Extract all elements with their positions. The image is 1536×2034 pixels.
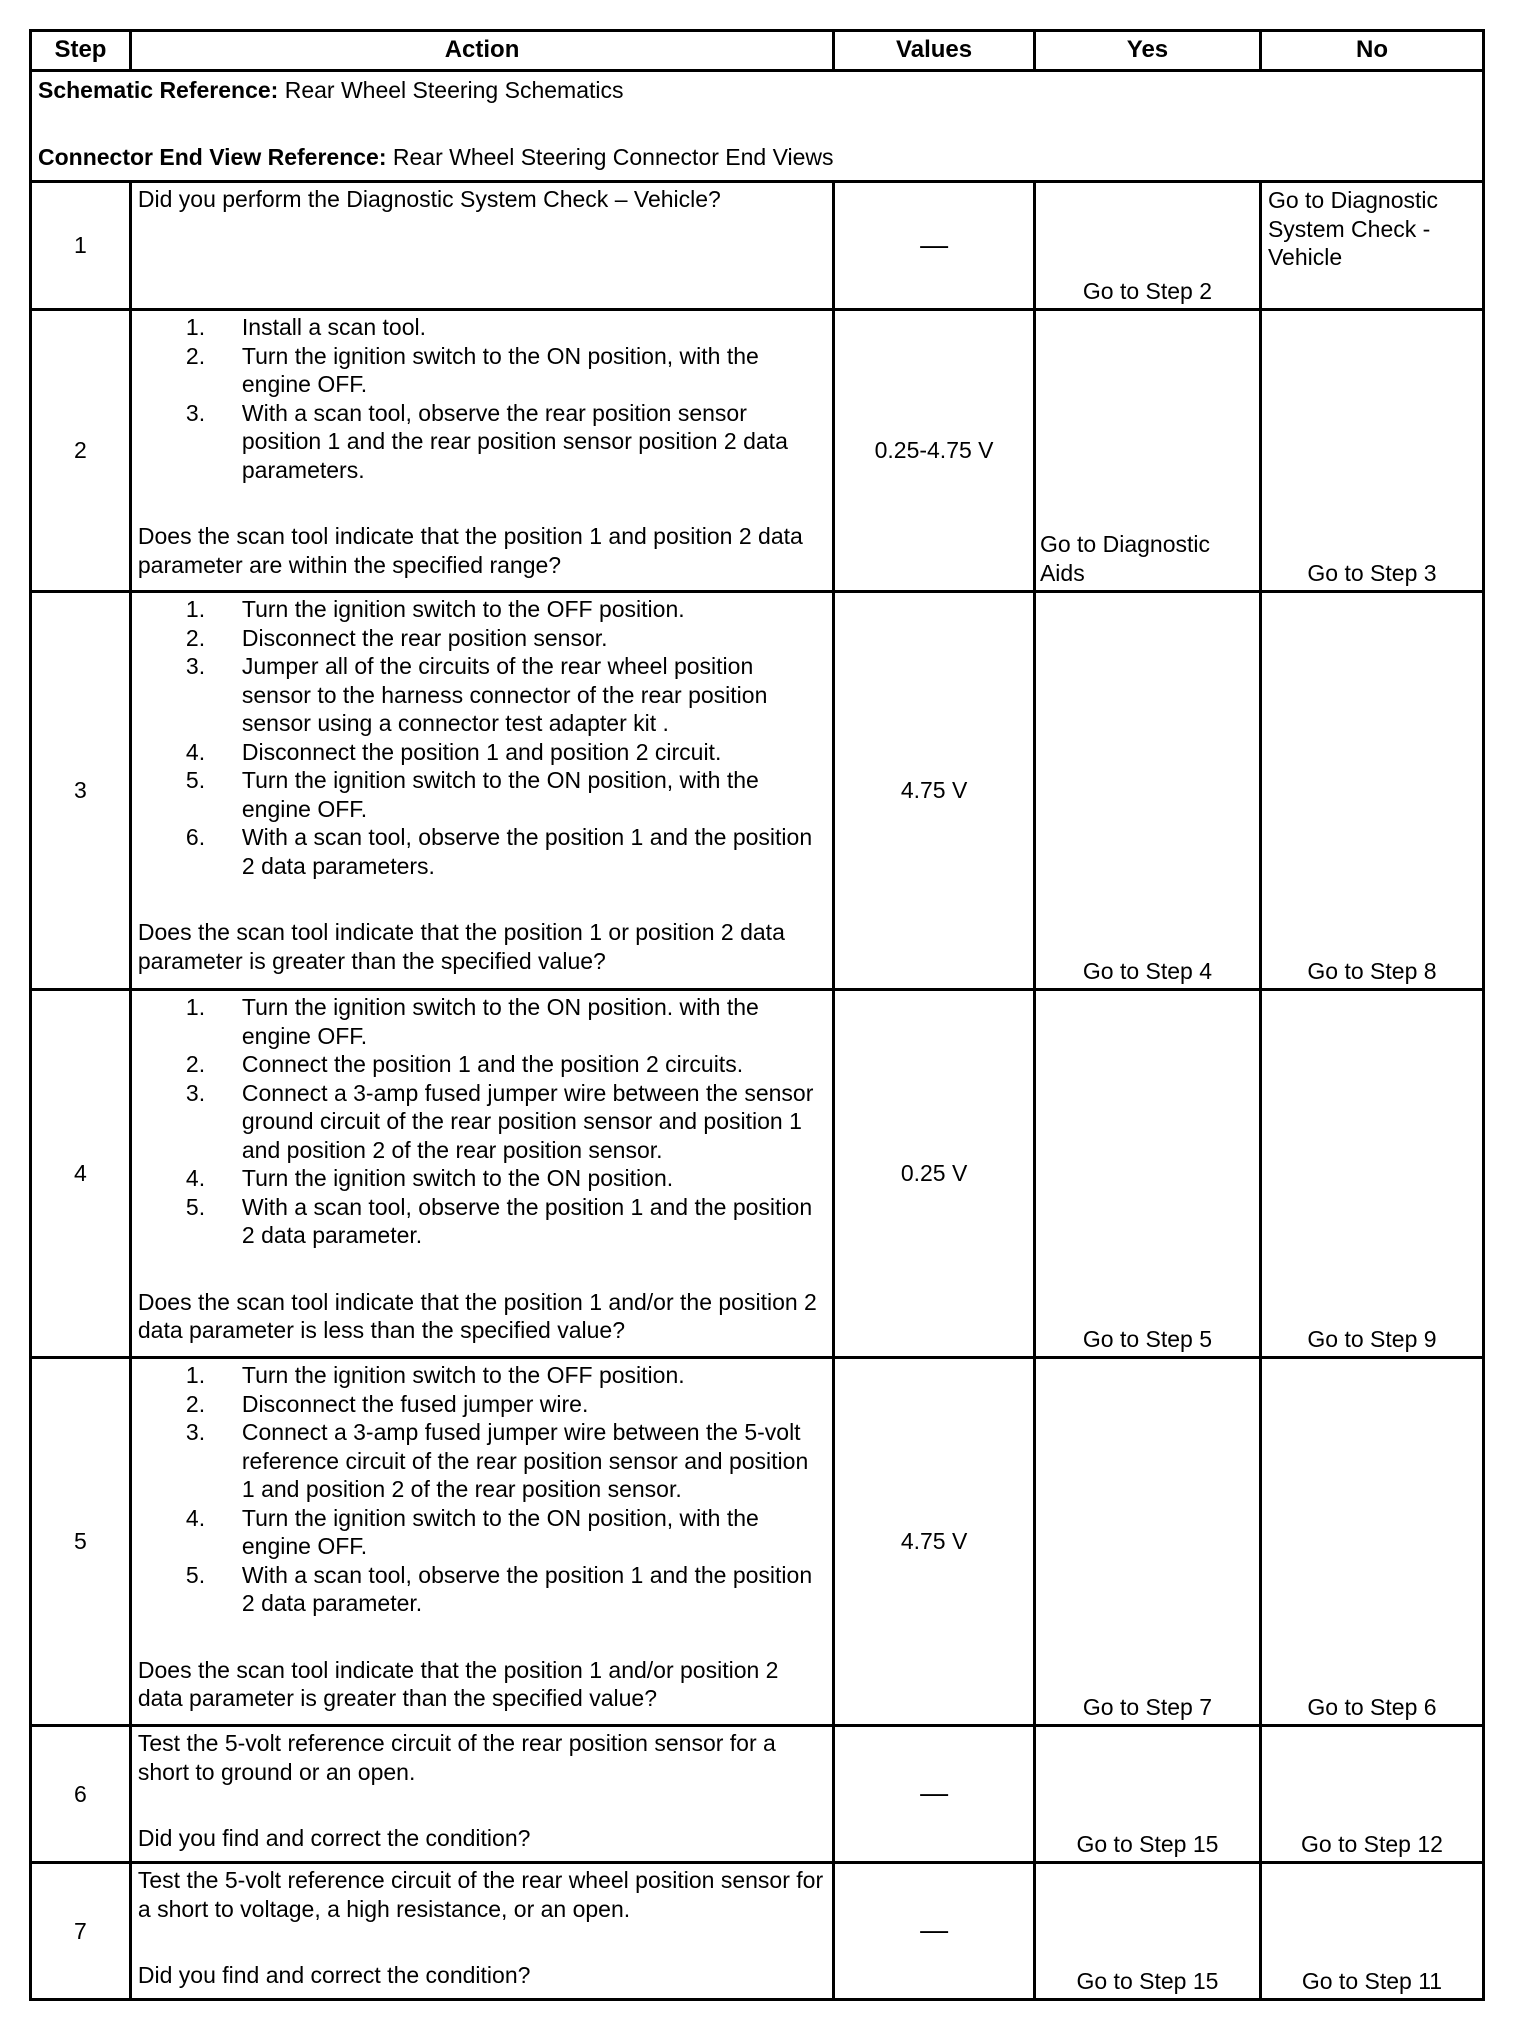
header-step: Step bbox=[31, 31, 131, 71]
step-text: Test the 5-volt reference circuit of the rear wheel position sensor for a short to voltage, a high resistance, or an open. bbox=[137, 1867, 824, 1922]
step-number: 5 bbox=[31, 1358, 131, 1726]
instruction-item: Disconnect the rear position sensor. bbox=[241, 624, 608, 651]
step-instructions bbox=[138, 993, 826, 1250]
step-instructions bbox=[138, 595, 826, 880]
step-value: 4.75 V bbox=[834, 592, 1035, 990]
reference-row bbox=[31, 71, 1484, 182]
instruction-item: Disconnect the fused jumper wire. bbox=[241, 1390, 589, 1417]
step-no: Go to Diagnostic System Check - Vehicle bbox=[1260, 182, 1483, 310]
step-yes: Go to Step 5 bbox=[1034, 990, 1260, 1358]
instruction-item: Connect a 3-amp fused jumper wire between the 5-volt reference circuit of the rear position sensor and position 1 and position 2 of the rear position sensor. bbox=[241, 1419, 809, 1502]
step-row-7 bbox=[31, 1863, 1484, 2000]
step-yes: Go to Step 7 bbox=[1034, 1358, 1260, 1726]
step-instructions bbox=[138, 313, 826, 484]
step-no: Go to Step 6 bbox=[1260, 1358, 1483, 1726]
instruction-item: Turn the ignition switch to the OFF position. bbox=[241, 1362, 685, 1388]
step-question: Does the scan tool indicate that the position 1 and position 2 data parameter are within the specified range? bbox=[137, 523, 803, 578]
step-question: Did you find and correct the condition? bbox=[137, 1825, 531, 1851]
instruction-item: Jumper all of the circuits of the rear wheel position sensor to the harness connector of the rear position sensor using a connector test adapter kit . bbox=[241, 653, 768, 736]
step-action bbox=[130, 182, 833, 310]
step-question: Did you find and correct the condition? bbox=[137, 1962, 531, 1988]
step-value: — bbox=[834, 1726, 1035, 1863]
step-action bbox=[130, 592, 833, 990]
step-yes: Go to Diagnostic Aids bbox=[1034, 310, 1260, 592]
step-number: 7 bbox=[31, 1863, 131, 2000]
step-question: Does the scan tool indicate that the position 1 and/or the position 2 data parameter is less than the specified value? bbox=[137, 1288, 817, 1343]
instruction-item: With a scan tool, observe the position 1 and the position 2 data parameter. bbox=[241, 1561, 813, 1616]
step-row-4 bbox=[31, 990, 1484, 1358]
step-yes: Go to Step 15 bbox=[1034, 1863, 1260, 2000]
step-no: Go to Step 9 bbox=[1260, 990, 1483, 1358]
step-no: Go to Step 8 bbox=[1260, 592, 1483, 990]
instruction-item: With a scan tool, observe the position 1 and the position 2 data parameter. bbox=[241, 1193, 813, 1248]
header-values: Values bbox=[834, 31, 1035, 71]
diagnostic-table bbox=[29, 29, 1485, 2001]
header-row bbox=[31, 31, 1484, 71]
step-value: — bbox=[834, 182, 1035, 310]
step-action bbox=[130, 1358, 833, 1726]
instruction-item: Turn the ignition switch to the ON position, with the engine OFF. bbox=[241, 1504, 759, 1559]
instruction-item: With a scan tool, observe the rear position sensor position 1 and the rear position sensor position 2 data parameters. bbox=[241, 399, 788, 483]
step-value: 0.25-4.75 V bbox=[834, 310, 1035, 592]
step-yes: Go to Step 15 bbox=[1034, 1726, 1260, 1863]
step-number: 3 bbox=[31, 592, 131, 990]
step-number: 6 bbox=[31, 1726, 131, 1863]
step-row-2 bbox=[31, 310, 1484, 592]
header-no: No bbox=[1260, 31, 1483, 71]
header-action: Action bbox=[130, 31, 833, 71]
step-question: Does the scan tool indicate that the position 1 or position 2 data parameter is greater than the specified value? bbox=[137, 919, 785, 974]
step-row-5 bbox=[31, 1358, 1484, 1726]
step-value: 0.25 V bbox=[834, 990, 1035, 1358]
header-yes: Yes bbox=[1034, 31, 1260, 71]
step-instructions bbox=[138, 1361, 826, 1618]
step-text: Test the 5-volt reference circuit of the rear position sensor for a short to ground or an open. bbox=[137, 1730, 776, 1785]
diagnostic-table-sheet bbox=[29, 29, 1485, 2001]
step-number: 2 bbox=[31, 310, 131, 592]
step-value: — bbox=[834, 1863, 1035, 2000]
step-no: Go to Step 3 bbox=[1260, 310, 1483, 592]
step-number: 4 bbox=[31, 990, 131, 1358]
instruction-item: Turn the ignition switch to the OFF position. bbox=[241, 596, 685, 622]
step-question: Did you perform the Diagnostic System Check – Vehicle? bbox=[137, 186, 721, 212]
instruction-item: Turn the ignition switch to the ON position. bbox=[241, 1165, 674, 1191]
step-action bbox=[130, 990, 833, 1358]
reference-cell bbox=[31, 71, 1484, 182]
instruction-item: Connect a 3-amp fused jumper wire between the sensor ground circuit of the rear position sensor and position 1 and position 2 of the rear position sensor. bbox=[241, 1079, 814, 1163]
instruction-item: With a scan tool, observe the position 1 and the position 2 data parameters. bbox=[241, 824, 813, 879]
instruction-item: Turn the ignition switch to the ON position. with the engine OFF. bbox=[241, 994, 759, 1049]
step-number: 1 bbox=[31, 182, 131, 310]
instruction-item: Connect the position 1 and the position 2 circuits. bbox=[241, 1051, 744, 1077]
connector-reference: Connector End View Reference: Rear Wheel Steering Connector End Views bbox=[38, 143, 834, 170]
instruction-item: Turn the ignition switch to the ON position, with the engine OFF. bbox=[241, 342, 759, 397]
step-question: Does the scan tool indicate that the position 1 and/or position 2 data parameter is greater than the specified value? bbox=[137, 1656, 779, 1711]
step-no: Go to Step 11 bbox=[1260, 1863, 1483, 2000]
step-action bbox=[130, 1863, 833, 2000]
instruction-item: Disconnect the position 1 and position 2 circuit. bbox=[241, 738, 722, 765]
instruction-item: Install a scan tool. bbox=[241, 314, 426, 340]
step-row-6 bbox=[31, 1726, 1484, 1863]
schematic-reference: Schematic Reference: Rear Wheel Steering Schematics bbox=[38, 77, 624, 103]
step-row-3 bbox=[31, 592, 1484, 990]
step-value: 4.75 V bbox=[834, 1358, 1035, 1726]
step-no: Go to Step 12 bbox=[1260, 1726, 1483, 1863]
step-action bbox=[130, 1726, 833, 1863]
step-yes: Go to Step 2 bbox=[1034, 182, 1260, 310]
instruction-item: Turn the ignition switch to the ON position, with the engine OFF. bbox=[241, 767, 759, 822]
step-action bbox=[130, 310, 833, 592]
step-row-1 bbox=[31, 182, 1484, 310]
step-yes: Go to Step 4 bbox=[1034, 592, 1260, 990]
